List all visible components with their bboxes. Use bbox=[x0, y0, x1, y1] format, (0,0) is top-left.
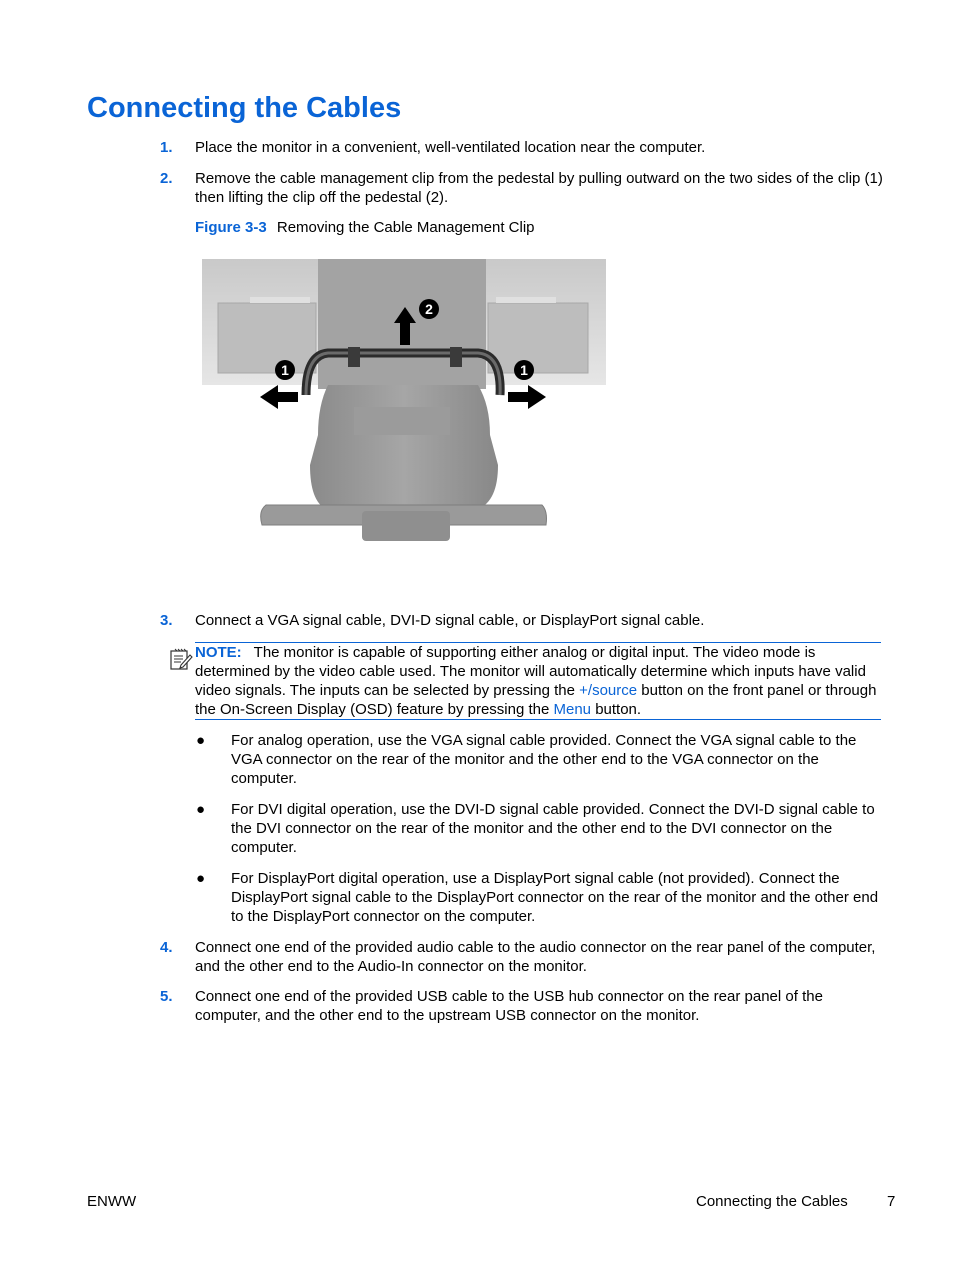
step-number: 2. bbox=[160, 170, 173, 187]
step-text: Connect one end of the provided USB cable to the USB hub connector on the rear panel of the computer, and the other end to the upstream USB connector on the monitor. bbox=[195, 988, 823, 1024]
figure-caption-text: Removing the Cable Management Clip bbox=[276, 219, 535, 236]
step-number: 1. bbox=[160, 139, 173, 156]
step-2 bbox=[160, 169, 884, 207]
bullet-text: For DVI digital operation, use the DVI-D signal cable provided. Connect the DVI-D signal cable to the DVI connector on the rear of the monitor and the other end to the DVI connector on the computer. bbox=[231, 801, 875, 856]
note-box bbox=[195, 642, 881, 720]
footer-left: ENWW bbox=[87, 1193, 137, 1210]
figure-label: Figure 3-3 bbox=[195, 219, 267, 236]
bullet-dot: ● bbox=[196, 870, 206, 887]
bullet-dot: ● bbox=[196, 801, 206, 818]
bullet-item bbox=[196, 800, 886, 857]
step-number: 3. bbox=[160, 612, 173, 629]
arrow-right bbox=[508, 385, 546, 409]
stand-body bbox=[310, 385, 498, 509]
bullet-item bbox=[196, 731, 886, 788]
step-1 bbox=[160, 138, 884, 157]
step-number: 5. bbox=[160, 988, 173, 1005]
monitor-right-panel bbox=[488, 303, 588, 373]
menu-button-link[interactable]: Menu bbox=[553, 701, 592, 718]
step-5 bbox=[160, 987, 884, 1025]
arrow-left bbox=[260, 385, 298, 409]
callout-1-left bbox=[275, 360, 295, 380]
step-3 bbox=[160, 611, 884, 630]
page-title: Connecting the Cables bbox=[87, 92, 402, 124]
step-text: Connect one end of the provided audio cable to the audio connector on the rear panel of the computer, and the other end to the Audio-In connector on the monitor. bbox=[195, 939, 876, 975]
step-text: Connect a VGA signal cable, DVI-D signal cable, or DisplayPort signal cable. bbox=[195, 612, 705, 629]
footer-page-number: 7 bbox=[887, 1193, 896, 1210]
step-4 bbox=[160, 938, 884, 976]
step-number: 4. bbox=[160, 939, 173, 956]
svg-text:1: 1 bbox=[281, 362, 289, 378]
step-text: Place the monitor in a convenient, well-ventilated location near the computer. bbox=[195, 139, 706, 156]
bullet-text: For DisplayPort digital operation, use a DisplayPort signal cable (not provided). Connect the DisplayPort signal cable to the DisplayPort connector on the rear of the monitor and the other end to the DisplayPort connector on the computer. bbox=[231, 870, 879, 925]
callout-2 bbox=[419, 299, 439, 319]
step-text: Remove the cable management clip from the pedestal by pulling outward on the two sides of the clip (1) then lifting the clip off the pedestal (2). bbox=[195, 170, 883, 206]
source-button-link[interactable]: +/source bbox=[579, 682, 638, 699]
note-text: NOTE: The monitor is capable of supporting either analog or digital input. The video mode is determined by the video cable used. The monitor will automatically determine which inputs have valid video signals. The inputs can be selected by pressing the +/source button on the front panel or through the On-Screen Display (OSD) feature by pressing the Menu button. bbox=[195, 644, 877, 718]
svg-text:2: 2 bbox=[425, 301, 433, 317]
footer-section-title: Connecting the Cables bbox=[696, 1193, 848, 1210]
bullet-dot: ● bbox=[196, 732, 206, 749]
cable-clip-figure bbox=[198, 255, 610, 545]
monitor-left-panel bbox=[218, 303, 316, 373]
bullet-text: For analog operation, use the VGA signal cable provided. Connect the VGA signal cable to the VGA connector on the rear of the monitor and the other end to the VGA connector on the computer. bbox=[231, 732, 857, 787]
callout-1-right bbox=[514, 360, 534, 380]
figure-caption bbox=[195, 218, 535, 237]
note-label: NOTE: bbox=[195, 644, 242, 661]
note-icon bbox=[169, 647, 193, 671]
bullet-item bbox=[196, 869, 886, 926]
svg-text:1: 1 bbox=[520, 362, 528, 378]
